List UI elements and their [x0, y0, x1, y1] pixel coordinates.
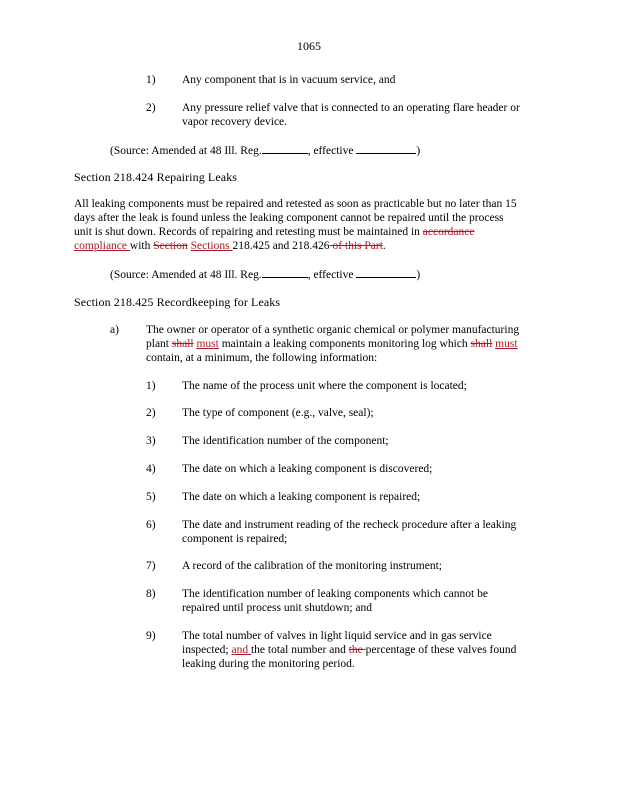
body-line — [74, 239, 544, 253]
list-item-text — [182, 629, 562, 671]
list-item-line: repaired until process unit shutdown; and — [182, 602, 373, 614]
list-item-text: A record of the calibration of the monitoring instrument; — [182, 560, 442, 572]
body-text: . — [382, 240, 386, 252]
list-item-number: 1) — [146, 380, 156, 392]
body-text: the total number and — [250, 644, 349, 656]
deleted-text: the — [348, 644, 366, 656]
source-note — [110, 143, 510, 158]
body-text: maintain a leaking components monitoring log which — [218, 338, 471, 350]
page-number: 1065 — [297, 39, 321, 53]
deleted-text: shall — [470, 338, 493, 350]
deleted-text: Section — [153, 240, 188, 252]
body-text: with — [129, 240, 154, 252]
deleted-text: shall — [171, 338, 194, 350]
body-line: days after the leak is found unless the leaking component cannot be repaired until the process — [74, 212, 504, 224]
source-note-suffix: ) — [416, 269, 421, 281]
list-item-number: 7) — [146, 560, 156, 572]
list-item-text: The type of component (e.g., valve, seal); — [182, 407, 374, 419]
list-item-line: vapor recovery device. — [182, 116, 288, 128]
inserted-text: and — [231, 644, 251, 656]
subsection-label: a) — [110, 324, 119, 336]
body-line: The owner or operator of a synthetic organic chemical or polymer manufacturing — [146, 324, 520, 336]
body-line: All leaking components must be repaired and retested as soon as practicable but no later than 15 — [74, 198, 517, 210]
list-item-line: leaking during the monitoring period. — [182, 658, 355, 670]
list-item-text — [182, 587, 552, 615]
section-heading: Section 218.424 Repairing Leaks — [74, 170, 238, 184]
inserted-text: Sections — [190, 240, 233, 252]
list-item-line: The identification number of leaking components which cannot be — [182, 588, 488, 600]
list-item-number: 6) — [146, 519, 156, 531]
list-item-text — [182, 101, 552, 129]
inserted-text: compliance — [74, 240, 130, 252]
list-item-number: 9) — [146, 630, 156, 642]
list-item-line: The date and instrument reading of the recheck procedure after a leaking — [182, 519, 517, 531]
list-item-number: 4) — [146, 463, 156, 475]
body-text: plant — [146, 338, 172, 350]
list-item-number: 1) — [146, 74, 156, 86]
list-item-number: 8) — [146, 588, 156, 600]
body-line: contain, at a minimum, the following information: — [146, 352, 378, 364]
blank-line — [356, 143, 416, 154]
body-text: 218.425 and 218.426 — [232, 240, 330, 252]
inserted-text: must — [196, 338, 219, 350]
deleted-text: of this Part — [329, 240, 383, 252]
source-note-suffix: ) — [416, 145, 421, 157]
list-item-number: 2) — [146, 407, 156, 419]
list-item-number: 3) — [146, 435, 156, 447]
source-note-effective: , effective — [307, 145, 357, 157]
blank-line — [356, 267, 416, 278]
body-text: unit is shut down. Records of repairing and retesting must be maintained in — [74, 226, 423, 238]
source-note-effective: , effective — [307, 269, 357, 281]
list-item-text: The date on which a leaking component is repaired; — [182, 491, 421, 503]
list-item-text: The name of the process unit where the component is located; — [182, 380, 467, 392]
list-item-text: The identification number of the component; — [182, 435, 389, 447]
source-note-prefix: (Source: Amended at 48 Ill. Reg. — [110, 269, 262, 281]
inserted-text: must — [495, 338, 518, 350]
section-body — [74, 197, 544, 253]
body-text: percentage of these valves found — [365, 644, 517, 656]
body-line — [146, 337, 556, 351]
list-item-number: 2) — [146, 102, 156, 114]
body-line — [74, 225, 544, 239]
blank-line — [262, 143, 308, 154]
body-text: inspected; — [182, 644, 232, 656]
list-item-number: 5) — [146, 491, 156, 503]
list-item-text: The date on which a leaking component is discovered; — [182, 463, 433, 475]
source-note-prefix: (Source: Amended at 48 Ill. Reg. — [110, 145, 262, 157]
subsection-body — [146, 323, 556, 365]
list-item-line: The total number of valves in light liquid service and in gas service — [182, 630, 492, 642]
deleted-text: accordance — [422, 226, 475, 238]
section-heading: Section 218.425 Recordkeeping for Leaks — [74, 295, 281, 309]
list-item-line — [182, 643, 562, 657]
list-item-text — [182, 518, 552, 546]
source-note — [110, 267, 510, 282]
list-item-line: component is repaired; — [182, 533, 288, 545]
blank-line — [262, 267, 308, 278]
list-item-line: Any pressure relief valve that is connected to an operating flare header or — [182, 102, 520, 114]
list-item-text: Any component that is in vacuum service, and — [182, 74, 396, 86]
